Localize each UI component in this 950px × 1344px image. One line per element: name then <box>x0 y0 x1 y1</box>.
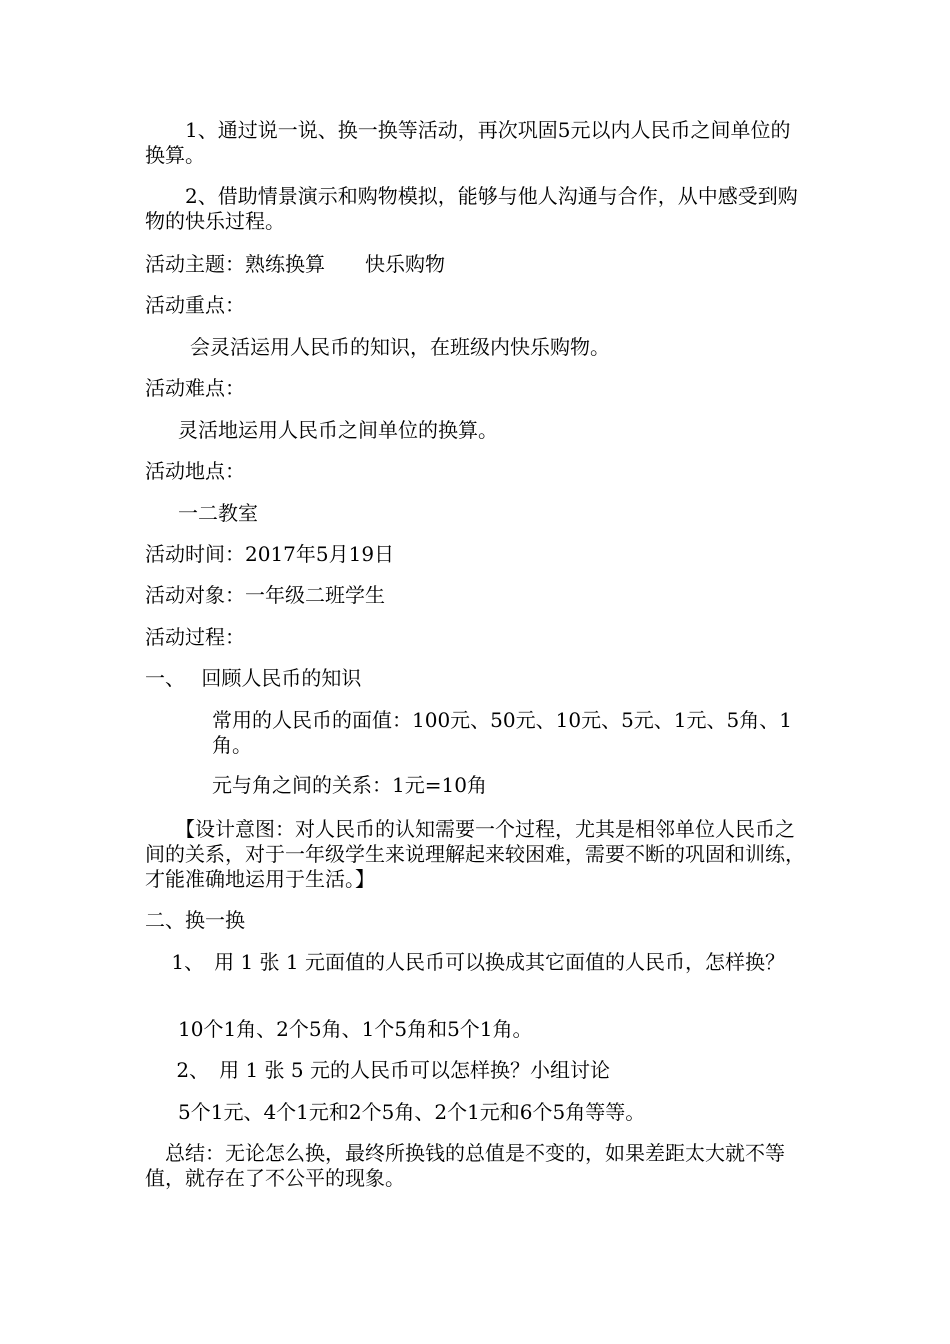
activity-location-text: 一二教室 <box>138 501 258 525</box>
activity-location-heading: 活动地点： <box>145 459 245 483</box>
activity-focus-heading: 活动重点： <box>145 293 245 317</box>
activity-difficulty-heading: 活动难点： <box>145 376 245 400</box>
activity-process-heading: 活动过程： <box>145 625 245 649</box>
summary-text: 总结：无论怎么换，最终所换钱的总值是不变的，如果差距太大就不等值，就存在了不公平的现象。 <box>145 1141 785 1190</box>
section-2-heading: 二、换一换 <box>145 908 245 932</box>
objective-2: 2、借助情景演示和购物模拟，能够与他人沟通与合作，从中感受到购物的快乐过程。 <box>145 184 798 233</box>
yuan-jiao-relation: 元与角之间的关系：1元=10角 <box>212 773 487 797</box>
exchange-answer-2: 5个1元、4个1元和2个5角、2个1元和6个5角等等。 <box>138 1100 646 1124</box>
activity-focus-text: 会灵活运用人民币的知识，在班级内快乐购物。 <box>150 335 610 359</box>
activity-theme: 活动主题：熟练换算 快乐购物 <box>145 252 445 276</box>
objective-1: 1、通过说一说、换一换等活动，再次巩固5元以内人民币之间单位的换算。 <box>145 118 791 167</box>
denominations-text: 常用的人民币的面值：100元、50元、10元、5元、1元、5角、1角。 <box>212 708 792 757</box>
design-intent-1: 【设计意图：对人民币的认知需要一个过程，尤其是相邻单位人民币之间的关系，对于一年级学生来说理解起来较困难，需要不断的巩固和训练，才能准确地运用于生活。】 <box>145 817 805 891</box>
exchange-question-2: 2、 用 1 张 5 元的人民币可以怎样换？小组讨论 <box>150 1058 610 1082</box>
exchange-question-1: 1、 用 1 张 1 元面值的人民币可以换成其它面值的人民币，怎样换？ <box>145 950 785 974</box>
activity-time: 活动时间：2017年5月19日 <box>145 542 395 566</box>
section-1-heading: 一、 回顾人民币的知识 <box>145 666 362 690</box>
exchange-answer-1: 10个1角、2个5角、1个5角和5个1角。 <box>138 1017 533 1041</box>
activity-difficulty-text: 灵活地运用人民币之间单位的换算。 <box>138 418 498 442</box>
activity-audience: 活动对象：一年级二班学生 <box>145 583 385 607</box>
